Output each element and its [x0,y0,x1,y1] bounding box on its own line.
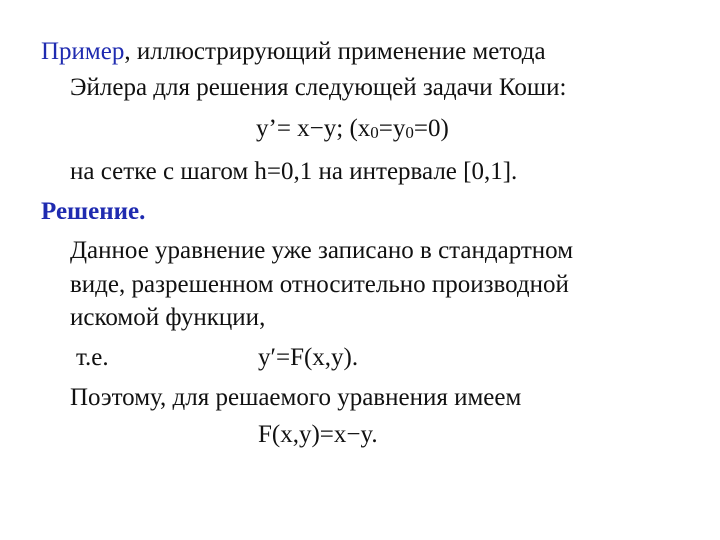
example-label: Пример [41,38,125,65]
ie-label: т.е. [76,344,109,371]
solution-para-line-1: Данное уравнение уже записано в стандартном [70,237,574,264]
solution-heading: Решение. [41,198,146,225]
equation-ode: y’= x−y; (x0=y0=0) [256,115,449,142]
solution-para-line-2: виде, разрешенном относительно производной [70,271,569,298]
solution-para-line-3: искомой функции, [70,304,266,331]
intro-line-1 [41,37,546,67]
conclusion-line: Поэтому, для решаемого уравнения имеем [70,384,522,411]
standard-form-formula: y′=F(x,y). [258,344,359,371]
grid-description: на сетке с шагом h=0,1 на интервале [0,1]. [70,158,518,185]
intro-line-1-text: , иллюстрирующий применение метода [124,38,546,65]
intro-line-2: Эйлера для решения следующей задачи Коши: [70,74,567,101]
final-formula: F(x,y)=x−y. [258,421,378,448]
